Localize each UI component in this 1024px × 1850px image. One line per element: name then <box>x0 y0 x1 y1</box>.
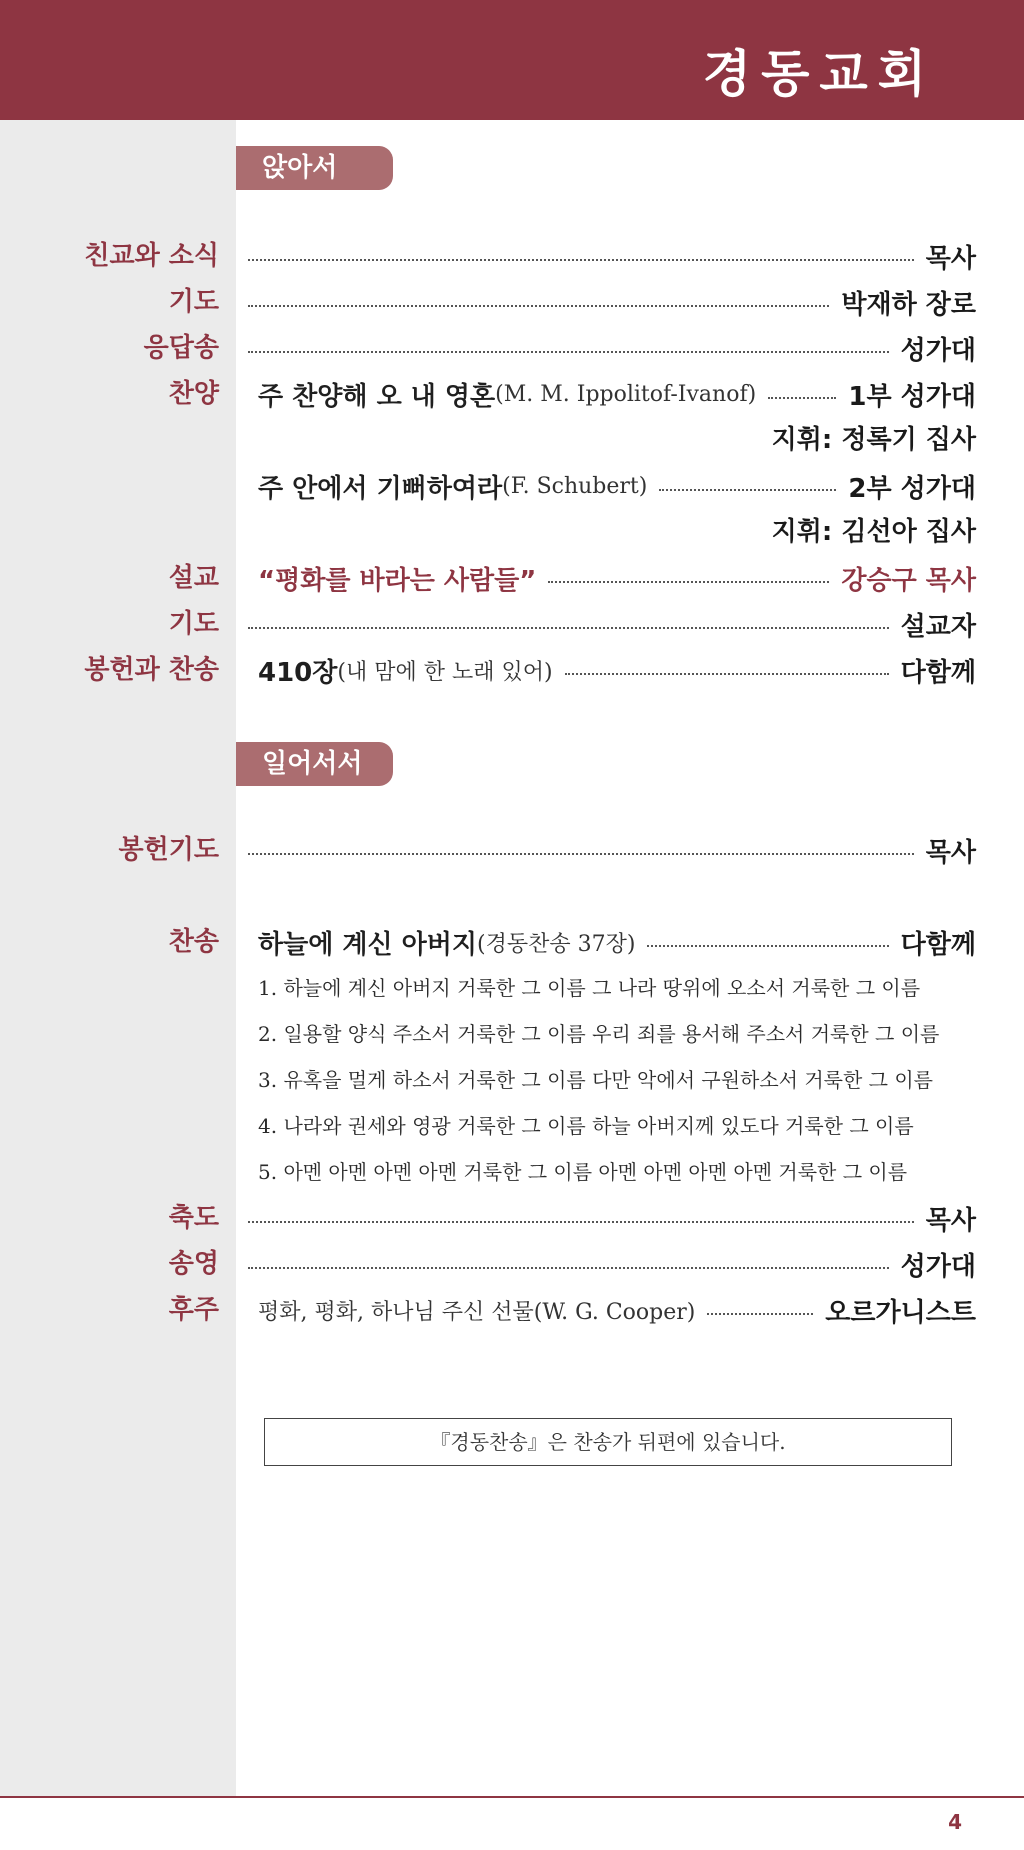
hymn-verse-2: 2. 일용할 양식 주소서 거룩한 그 이름 우리 죄를 용서해 주소서 거룩한 그 이름 <box>258 1022 940 1046</box>
row-anthem-1 <box>0 374 1024 414</box>
hymn-verse-3: 3. 유혹을 멀게 하소서 거룩한 그 이름 다만 악에서 구원하소서 거룩한 그 이름 <box>258 1068 933 1092</box>
leader-dots <box>565 673 889 675</box>
hymn-verse-5: 5. 아멘 아멘 아멘 아멘 거룩한 그 이름 아멘 아멘 아멘 아멘 거룩한 그 이름 <box>258 1160 908 1184</box>
anthem2-title: 주 안에서 기뻐하여라 <box>258 473 503 504</box>
label-offering: 봉헌과 찬송 <box>84 655 219 685</box>
row-postlude <box>0 1290 1024 1330</box>
section-standing: 일어서서 <box>236 742 393 786</box>
label-postlude: 후주 <box>168 1295 219 1325</box>
label-response: 응답송 <box>143 333 219 363</box>
leader-dots <box>647 945 888 947</box>
label-offering-prayer: 봉헌기도 <box>118 835 219 865</box>
role-offering: 다함께 <box>900 657 976 688</box>
row-prayer1 <box>0 282 1024 322</box>
leader-dots <box>248 259 914 261</box>
role-doxology: 성가대 <box>900 1251 976 1282</box>
row-offering-prayer <box>0 830 1024 870</box>
leader-dots <box>248 1267 889 1269</box>
page-number: 4 <box>948 1810 962 1834</box>
role-response: 성가대 <box>900 335 976 366</box>
role-hymn: 다함께 <box>900 929 976 960</box>
row-prayer2 <box>0 604 1024 644</box>
role-benediction: 목사 <box>925 1205 976 1236</box>
leader-dots <box>548 581 829 583</box>
anthem1-choir: 1부 성가대 <box>848 381 976 412</box>
offering-hymn-number: 410장 <box>258 657 338 688</box>
leader-dots <box>248 305 829 307</box>
row-offering <box>0 650 1024 690</box>
leader-dots <box>768 397 836 399</box>
hymnal-note: 『경동찬송』은 찬송가 뒤편에 있습니다. <box>264 1418 952 1466</box>
anthem1-conductor: 지휘: 정록기 집사 <box>771 425 976 455</box>
postlude-piece: 평화, 평화, 하나님 주신 선물(W. G. Cooper) <box>258 1299 696 1325</box>
row-anthem-1-conductor <box>0 420 1024 460</box>
label-hymn: 찬송 <box>168 927 219 957</box>
row-sermon <box>0 558 1024 598</box>
row-fellowship <box>0 236 1024 276</box>
hymn-verse-1: 1. 하늘에 계신 아버지 거룩한 그 이름 그 나라 땅위에 오소서 거룩한 그 이름 <box>258 976 921 1000</box>
row-doxology <box>0 1244 1024 1284</box>
label-benediction: 축도 <box>168 1203 219 1233</box>
label-prayer2: 기도 <box>168 609 219 639</box>
row-benediction <box>0 1198 1024 1238</box>
leader-dots <box>707 1313 813 1315</box>
church-name: 경동교회 <box>702 44 936 103</box>
label-anthem: 찬양 <box>168 379 219 409</box>
label-sermon: 설교 <box>168 563 219 593</box>
row-response <box>0 328 1024 368</box>
hymn-verse-4: 4. 나라와 권세와 영광 거룩한 그 이름 하늘 아버지께 있도다 거룩한 그 이름 <box>258 1114 914 1138</box>
sermon-preacher: 강승구 목사 <box>841 565 976 596</box>
sermon-title: “평화를 바라는 사람들” <box>258 565 537 596</box>
leader-dots <box>248 1221 914 1223</box>
label-fellowship: 친교와 소식 <box>84 241 219 271</box>
leader-dots <box>659 489 836 491</box>
label-doxology: 송영 <box>168 1249 219 1279</box>
label-prayer1: 기도 <box>168 287 219 317</box>
row-hymn <box>0 922 1024 962</box>
header-bar <box>0 0 1024 120</box>
role-postlude: 오르가니스트 <box>825 1297 976 1328</box>
section-sitting: 앉아서 <box>236 146 393 190</box>
leader-dots <box>248 853 914 855</box>
anthem2-composer: (F. Schubert) <box>502 473 648 499</box>
leader-dots <box>248 351 889 353</box>
row-anthem-2-conductor <box>0 512 1024 552</box>
role-offering-prayer: 목사 <box>925 837 976 868</box>
anthem2-conductor: 지휘: 김선아 집사 <box>771 517 976 547</box>
role-fellowship: 목사 <box>925 243 976 274</box>
hymn-source: (경동찬송 37장) <box>477 931 636 957</box>
role-prayer2: 설교자 <box>900 611 976 642</box>
role-prayer1: 박재하 장로 <box>841 289 976 320</box>
footer-rule <box>0 1796 1024 1798</box>
anthem2-choir: 2부 성가대 <box>848 473 976 504</box>
offering-hymn-title: (내 맘에 한 노래 있어) <box>337 659 553 685</box>
anthem1-title: 주 찬양해 오 내 영혼 <box>258 381 496 412</box>
anthem1-composer: (M. M. Ippolitof-Ivanof) <box>495 381 757 407</box>
leader-dots <box>248 627 889 629</box>
row-anthem-2 <box>0 466 1024 506</box>
hymn-title: 하늘에 계신 아버지 <box>258 929 478 960</box>
